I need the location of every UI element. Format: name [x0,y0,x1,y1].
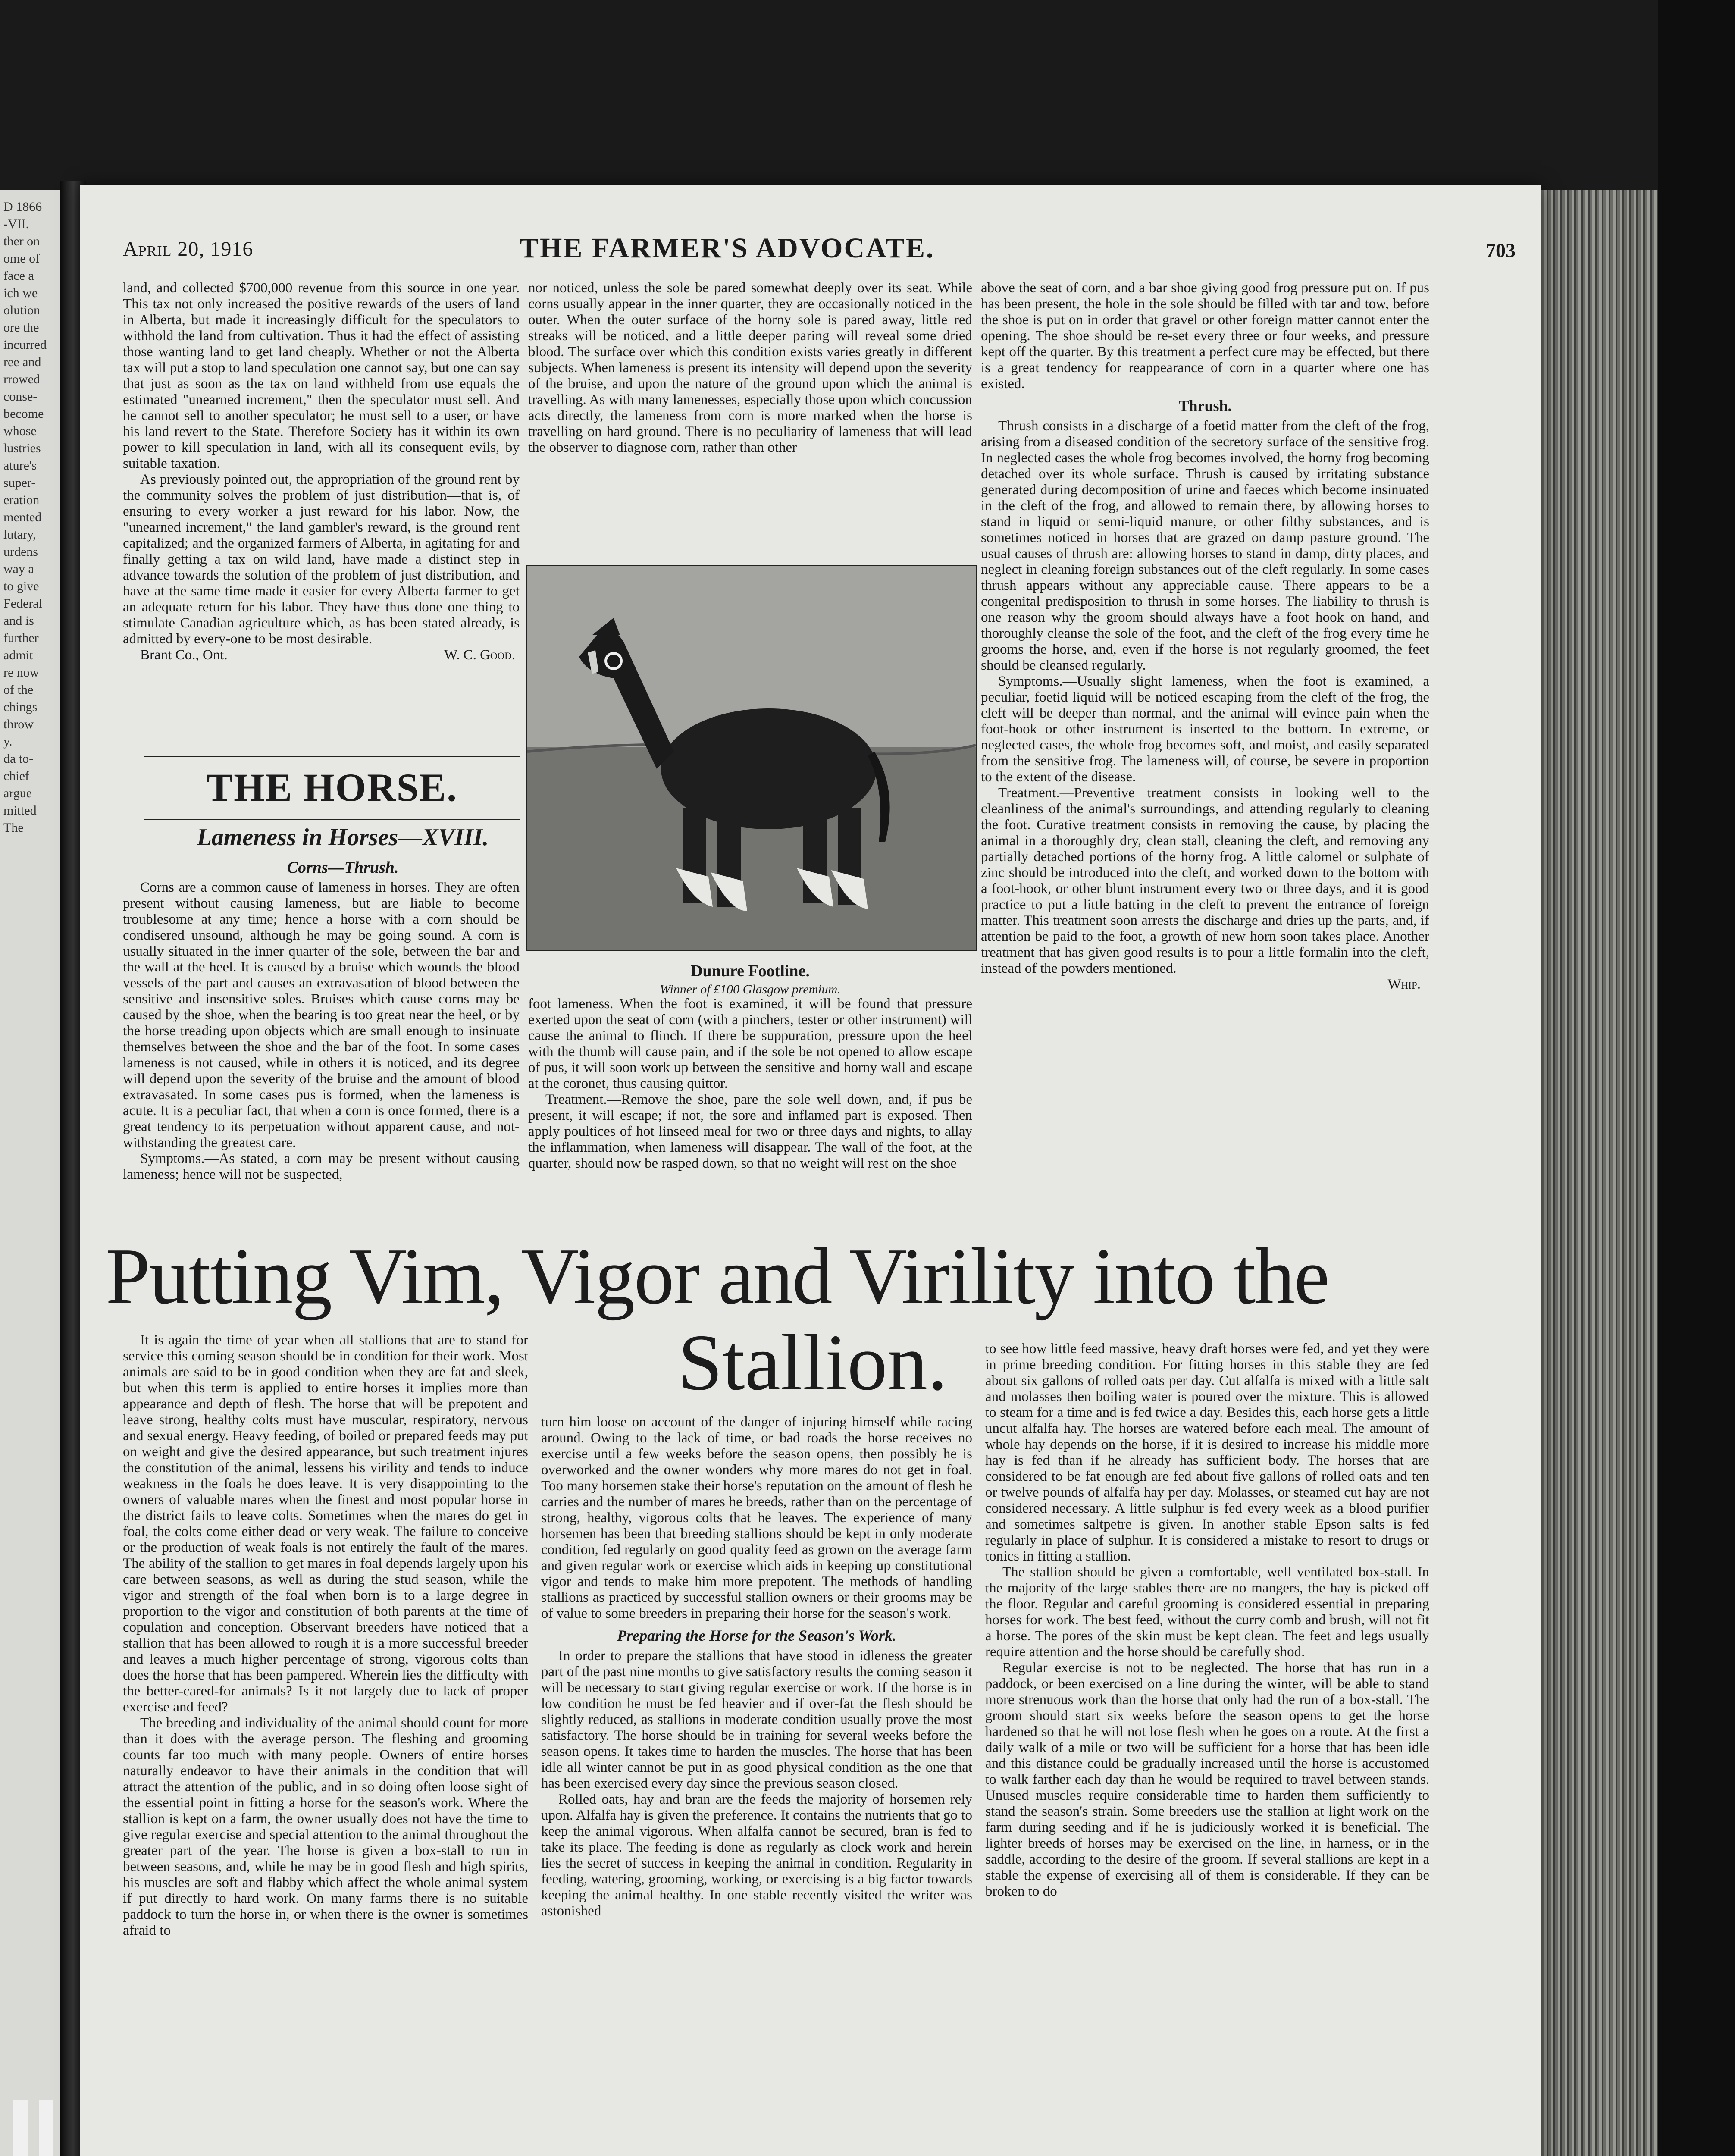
adjacent-page-text: urdens [3,545,38,559]
adjacent-page-text: The [3,821,24,835]
paragraph: Treatment.—Preventive treatment consists in looking well to the cleanliness of the animal's surroundings, and attending regularly to cleaning the foot. Curative treatment consists in removing the cause, by placing the animal in a thoroughly dry, clean stall, cleaning the cleft, and removing any partially detached portions of the horny frog. A little calomel or sulphate of zinc should be introduced into the cleft, and worked down to the bottom with a foot-hook, or other blunt instrument every two or three days, and it is good practice to put a little batting in the cleft to prevent the entrance of foreign matter. This treatment soon arrests the discharge and dries up the parts, and, if attention be paid to the foot, a growth of new horn soon takes place. Another treatment that has given good results is to pour a little formalin into the cleft, instead of the powders mentioned. [981,785,1429,976]
adjacent-page-text: face a [3,269,34,283]
newspaper-page [80,185,1541,2156]
adjacent-page-text: eration [3,493,40,507]
stallion-subheading: Preparing the Horse for the Season's Work. [617,1627,896,1644]
paragraph: Treatment.—Remove the shoe, pare the sole well down, and, if pus be present, it will escape; if not, the sore and inflamed part is exposed. Then apply poultices of hot linseed meal for two or three days and nights, to allay the inflammation, when lameness will disappear. The wall of the foot, at the quarter, should now be rasped down, so that no weight will rest on the shoe [528,1092,972,1171]
adjacent-page-text: mitted [3,803,37,818]
page-stack-edge [1541,190,1658,2156]
adjacent-page-text: y. [3,734,13,749]
article-subtitle: Corns—Thrush. [287,859,399,877]
adjacent-page-text: re now [3,665,39,680]
column-2-bottom [528,996,972,1172]
column-2-top [528,280,972,456]
signature-name: W. C. Good. [444,647,515,663]
adjacent-page-text: conse- [3,389,38,404]
adjacent-page-text: incurred [3,338,47,352]
adjacent-page-text: chings [3,700,38,714]
adjacent-page-text: throw [3,717,34,731]
paragraph: foot lameness. When the foot is examined, it will be found that pressure exerted upon the seat of corn (with a pinchers, tester or other instrument) will cause the animal to flinch. If there be suppuration, pressure upon the heel with the thumb will cause pain, and if the sole be not opened to allow escape of pus, it will soon work up between the sensitive and horny wall and escape at the coronet, thus causing quittor. [528,996,972,1091]
adjacent-page-text: -VII. [3,217,29,231]
stallion-column-2 [541,1414,972,1919]
adjacent-page-text: to give [3,579,39,593]
adjacent-page-text: ree and [3,355,41,369]
issue-date: April 20, 1916 [123,238,254,260]
paragraph: The stallion should be given a comfortable, well ventilated box-stall. In the majority of the large stables there are no mangers, the hay is picked off the floor. Regular and careful grooming is considered essential in preparing horses for work. The best feed, without the curry comb and brush, will not fit a horse. The pores of the skin must be kept clean. The feet and legs usually require attention and the horse should be carefully shod. [985,1564,1429,1660]
adjacent-page-text: whose [3,424,37,438]
signature: Whip. [1387,977,1421,992]
paragraph: Symptoms.—As stated, a corn may be present without causing lameness; hence will not be suspected, [123,1151,520,1182]
clydesdale-horse-image [527,566,976,950]
paragraph: Corns are a common cause of lameness in horses. They are often present without causing lameness, but are liable to become troublesome at any time; hence a horse with a corn should be condisered unsound, although he may be going sound. A corn is usually situated in the inner quarter of the sole, between the bar and the wall at the heel. It is caused by a bruise which wounds the blood vessels of the part and causes an extravasation of blood between the sensitive and insensitive soles. Bruises which cause corns may be caused by the shoe, when the bearing is too great near the heel, or by the horse treading upon objects which are small enough to insinuate themselves between the shoe and the bar of the foot. In some cases lameness is not caused, while in others it is noticed, and its degree will depend upon the severity of the bruise and the amount of blood extravasated. In some cases pus is formed, when the lameness is acute. It is a peculiar fact, that when a corn is once formed, there is a great tendency to its perpetuation without apparent cause, and not-withstanding the greatest care. [123,880,520,1150]
paragraph: nor noticed, unless the sole be pared somewhat deeply over its seat. While corns usually appear in the inner quarter, they are occasionally noticed in the outer. When the outer surface of the horny sole is pared away, little red streaks will be noticed, and a little deeper paring will reveal some dried blood. The surface over which this condition exists varies greatly in different subjects. When lameness is present its intensity will depend upon the severity of the bruise, and upon the nature of the ground upon which the animal is travelling. As with many lamenesses, especially those upon which concussion acts directly, the lameness from corn is more marked when the horse is travelling on hard ground. There is no peculiarity of lameness that will lead the observer to diagnose corn, rather than other [528,280,972,455]
adjacent-page-text: further [3,631,39,645]
scan-clip-marks [13,2100,69,2156]
scan-background-right [1658,0,1735,2156]
photo-caption [526,962,974,997]
paragraph: Rolled oats, hay and bran are the feeds the majority of horsemen rely upon. Alfalfa hay is given the preference. It contains the nutrients that go to keep the animal vigorous. When alfalfa cannot be secured, bran is fed to take its place. The feeding is done as regularly as clock work and herein lies the secret of success in keeping the animal in condition. Regularity in feeding, watering, grooming, working, or exercising is a big factor towards keeping the animal healthy. In one stable recently visited the writer was astonished [541,1792,972,1919]
paragraph: In order to prepare the stallions that have stood in idleness the greater part of the past nine months to give satisfactory results the coming season it will be necessary to start giving regular exercise or work. If the horse is in low condition he must be fed heavier and if over-fat the flesh should be slightly reduced, as stallions in moderate condition usually prove the most satisfactory. The horse should be in training for several weeks before the season opens. It takes time to harden the muscles. The horse that has been idle all winter cannot be put in as good physical condition as the one that has been exercised every day since the previous season closed. [541,1648,972,1791]
section-heading: THE HORSE. [144,755,520,820]
adjacent-page-text: olution [3,303,41,317]
paragraph: The breeding and individuality of the animal should count for more than it does with the average person. The fleshing and grooming counts far too much with many people. Owners of entire horses naturally endeavor to have their animals in the condition that will attract the attention of the public, and in so doing often loose sight of the essential point in fitting a horse for the season's work. Where the stallion is kept on a farm, the owner usually does not have the time to give regular exercise and special attention to the animal throughout the greater part of the year. The horse is given a box-stall to run in between seasons, and, while he may be in good flesh and high spirits, his muscles are soft and flabby which affect the whole animal system if put directly to hard work. On many farms there is no suitable paddock to turn the horse in, or when there is the owner is sometimes afraid to [123,1715,528,1938]
horse-photograph [526,565,977,951]
paragraph: Symptoms.—Usually slight lameness, when the foot is examined, a peculiar, foetid liquid will be noticed escaping from the cleft of the frog, the cleft will be deeper than normal, and the animal will evince pain when the foot-hook or other instrument is inserted to the bottom. In extreme, or neglected cases, the whole frog becomes soft, and moist, and easily separated from the sensitive frog. The lameness will, of course, be severe in proportion to the extent of the disease. [981,674,1429,785]
paragraph: As previously pointed out, the appropriation of the ground rent by the community solves the problem of just distribution—that is, of ensuring to every worker a just reward for his labor. Now, the "unearned increment," the land gambler's reward, is the ground rent capitalized; and the organized farmers of Alberta, in agitating for and finally getting a tax on wild land, have made a distinct step in advance towards the solution of the problem of just distribution, and have at the same time made it easier for every Alberta farmer to get an adequate return for his labor. They have thus done one thing to stimulate Canadian agriculture which, as has been stated already, is admitted by every-one to be most desirable. [123,472,520,647]
adjacent-page-text: super- [3,476,36,490]
paragraph: It is again the time of year when all stallions that are to stand for service this coming season should be in condition for their work. Most animals are said to be in good condition when they are fat and sleek, but when this term is applied to entire horses it implies more than appearance and depth of flesh. The horse that will be prepotent and leave strong, healthy colts must have muscular, respiratory, nervous and sexual energy. Heavy feeding, of boiled or prepared feeds may put on weight and give the desired appearance, but such treatment injures the constitution of the animal, lessens his virility and tends to induce weakness in the foals he does leave. It is very disappointing to the owners of valuable mares when the finest and most popular horse in the district fails to leave colts. Sometimes when the mares do get in foal, the colts come either dead or very weak. The failure to conceive or the production of weak foals is not entirely the fault of the mares. The ability of the stallion to get mares in foal depends largely upon his care between seasons, as well as during the stud season, while the vigor and strength of the foal when born is to a large degree in proportion to the vigor and constitution of both parents at the time of copulation and conception. Observant breeders have noticed that a stallion that has been allowed to rough it is a more successful breeder and leaves a much higher percentage of strong, vigorous colts than does the horse that has been pampered. Wherein lies the difficulty with the better-cared-for animals? Is it not largely due to lack of proper exercise and feed? [123,1332,528,1715]
signature-place: Brant Co., Ont. [140,647,228,663]
adjacent-page-text: argue [3,786,32,800]
adjacent-page-text: ore the [3,320,39,335]
paragraph: turn him loose on account of the danger of injuring himself while racing around. Owing to the lack of time, or bad roads the horse receives no exercise until a few weeks before the season opens, then possibly he is overworked and the owner wonders why more mares do not get in foal. Too many horsemen stake their horse's reputation on the amount of flesh he carries and the number of mares he breeds, rather than on the percentage of strong, healthy, vigorous colts that he leaves. The experience of many horsemen has been that breeding stallions should be kept in only moderate condition, fed regularly on good quality feed as grown on the average farm and given regular work or exercise which aids in keeping up constitutional vigor and tends to make him more prepotent. The methods of handling stallions as practiced by successful stallion owners or their grooms may be of value to some breeders in preparing their horse for the season's work. [541,1414,972,1621]
paragraph: to see how little feed massive, heavy draft horses were fed, and yet they were in prime breeding condition. For fitting horses in this stable they are fed about six gallons of rolled oats per day. Cut alfalfa is mixed with a little salt and molasses then boiling water is poured over the mixture. This is allowed to steam for a time and is fed twice a day. Besides this, each horse gets a little uncut alfalfa hay. The horses are watered before each meal. The amount of whole hay depends on the horse, if it is desired to increase his middle more hay is fed than if he already has sufficient body. The horses that are considered to be fat enough are fed about five gallons of rolled oats and ten or twelve pounds of alfalfa hay per day. Molasses, or steamed cut hay are not considered necessary. A little sulphur is fed every week as a blood purifier and sometimes saltpetre is given. In another stable Epson salts is fed regularly in place of sulphur. It is considered a mistake to resort to drugs or tonics in fitting a stallion. [985,1341,1429,1564]
masthead-title: THE FARMER'S ADVOCATE. [520,232,935,264]
adjacent-page-text: become [3,407,44,421]
stallion-headline-line-1: Putting Vim, Vigor and Virility into the [106,1232,1329,1321]
paragraph: Thrush consists in a discharge of a foetid matter from the cleft of the frog, arising from a diseased condition of the secretory surface of the sensitive frog. In neglected cases the whole frog becomes involved, the horny frog becoming detached over its whole surface. Thrush is caused by irritating substance generated during decomposition of urine and faeces which become insinuated in the cleft of the frog, and allowed to remain there, by allowing horses to stand in liquid or semi-liquid manure, or other filthy substances, and is sometimes noticed in horses that are grazed on damp pasture ground. The usual causes of thrush are: allowing horses to stand in damp, dirty places, and neglect in cleaning foreign substances out of the cleft regularly. In some cases thrush appears without any appreciable cause. There appears to be a congenital predisposition to thrush in some horses. The liability to thrush is one reason why the groom should always have a foot hook on hand, and thoroughly cleanse the sole of the foot, and the cleft of the frog every time he grooms the horse, and, even if the horse is not regularly groomed, the feet should be cleansed regularly. [981,418,1429,673]
caption-subtitle: Winner of £100 Glasgow premium. [660,982,841,997]
adjacent-page-text: of the [3,683,34,697]
paragraph: above the seat of corn, and a bar shoe giving good frog pressure put on. If pus has been present, the hole in the sole should be filled with tar and tow, before the shoe is put on in order that gravel or other foreign matter cannot enter the opening. The shoe should be re-set every three or four weeks, and pressure kept off the quarter. By this treatment a perfect cure may be effected, but there is a great tendency for reappearance of corn in a quarter where one has existed. [981,280,1429,392]
adjacent-page-text: and is [3,614,34,628]
adjacent-page-text: D 1866 [3,200,42,214]
adjacent-page-text: ome of [3,251,40,266]
adjacent-page-text: rrowed [3,372,40,386]
stallion-column-3 [985,1341,1429,1899]
adjacent-page-text: ich we [3,286,38,300]
column-3 [981,280,1429,993]
adjacent-page-text: lustries [3,441,41,455]
thrush-heading: Thrush. [1178,397,1232,414]
adjacent-page-text: ature's [3,458,37,473]
signature [123,647,520,663]
stallion-headline-line-2: Stallion. [678,1318,948,1407]
adjacent-page-text: Federal [3,596,42,611]
adjacent-page-fragment [0,190,65,2156]
adjacent-page-text: da to- [3,752,34,766]
adjacent-page-text: mented [3,510,42,524]
column-1-top [123,280,520,663]
adjacent-page-text: way a [3,562,34,576]
paragraph: land, and collected $700,000 revenue from this source in one year. This tax not only increased the positive rewards of the users of land in Alberta, but made it increasingly difficult for the speculators to withhold the land from cultivation. Thus it had the effect of assisting those wanting land to get land cheaply. Whether or not the Alberta tax will put a stop to land speculation one cannot say, but one can say that just as soon as the tax on land withheld from use equals the estimated "unearned increment," then the speculator must sell. And he cannot sell to another speculator; he must sell to a user, or have his land revert to the State. Therefore Society has it within its own power to kill speculation in land, with all its consequent evils, by suitable taxation. [123,280,520,471]
adjacent-page-text: admit [3,648,33,662]
adjacent-page-text: ther on [3,234,40,248]
column-1-bottom [123,880,520,1183]
stallion-column-1 [123,1332,528,1939]
paragraph: Regular exercise is not to be neglected. The horse that has run in a paddock, or been exercised on a line during the winter, will be able to stand more strenuous work than the horse that only had the run of a box-stall. The groom should start six weeks before the season opens to get the horse hardened so that he will not lose flesh when he goes on a route. At the first a daily walk of a mile or two will be sufficient for a horse that has been idle and this distance could be gradually increased until the horse is accustomed to walk farther each day than he would be required to travel between stands. Unused muscles require considerable time to harden them sufficiently to stand the season's strain. Some breeders use the stallion at light work on the farm during seeding and if he is judiciously worked it is beneficial. The lighter breeds of horses may be exercised on the line, in harness, or in the saddle, according to the desire of the groom. If several stallions are kept in a stable the expense of exercising all of them is considerable. If they can be broken to do [985,1660,1429,1899]
adjacent-page-text: lutary, [3,527,36,542]
article-title: Lameness in Horses—XVIII. [197,824,489,851]
page-number: 703 [1486,239,1516,261]
caption-title: Dunure Footline. [691,962,810,980]
adjacent-page-text: chief [3,769,29,783]
